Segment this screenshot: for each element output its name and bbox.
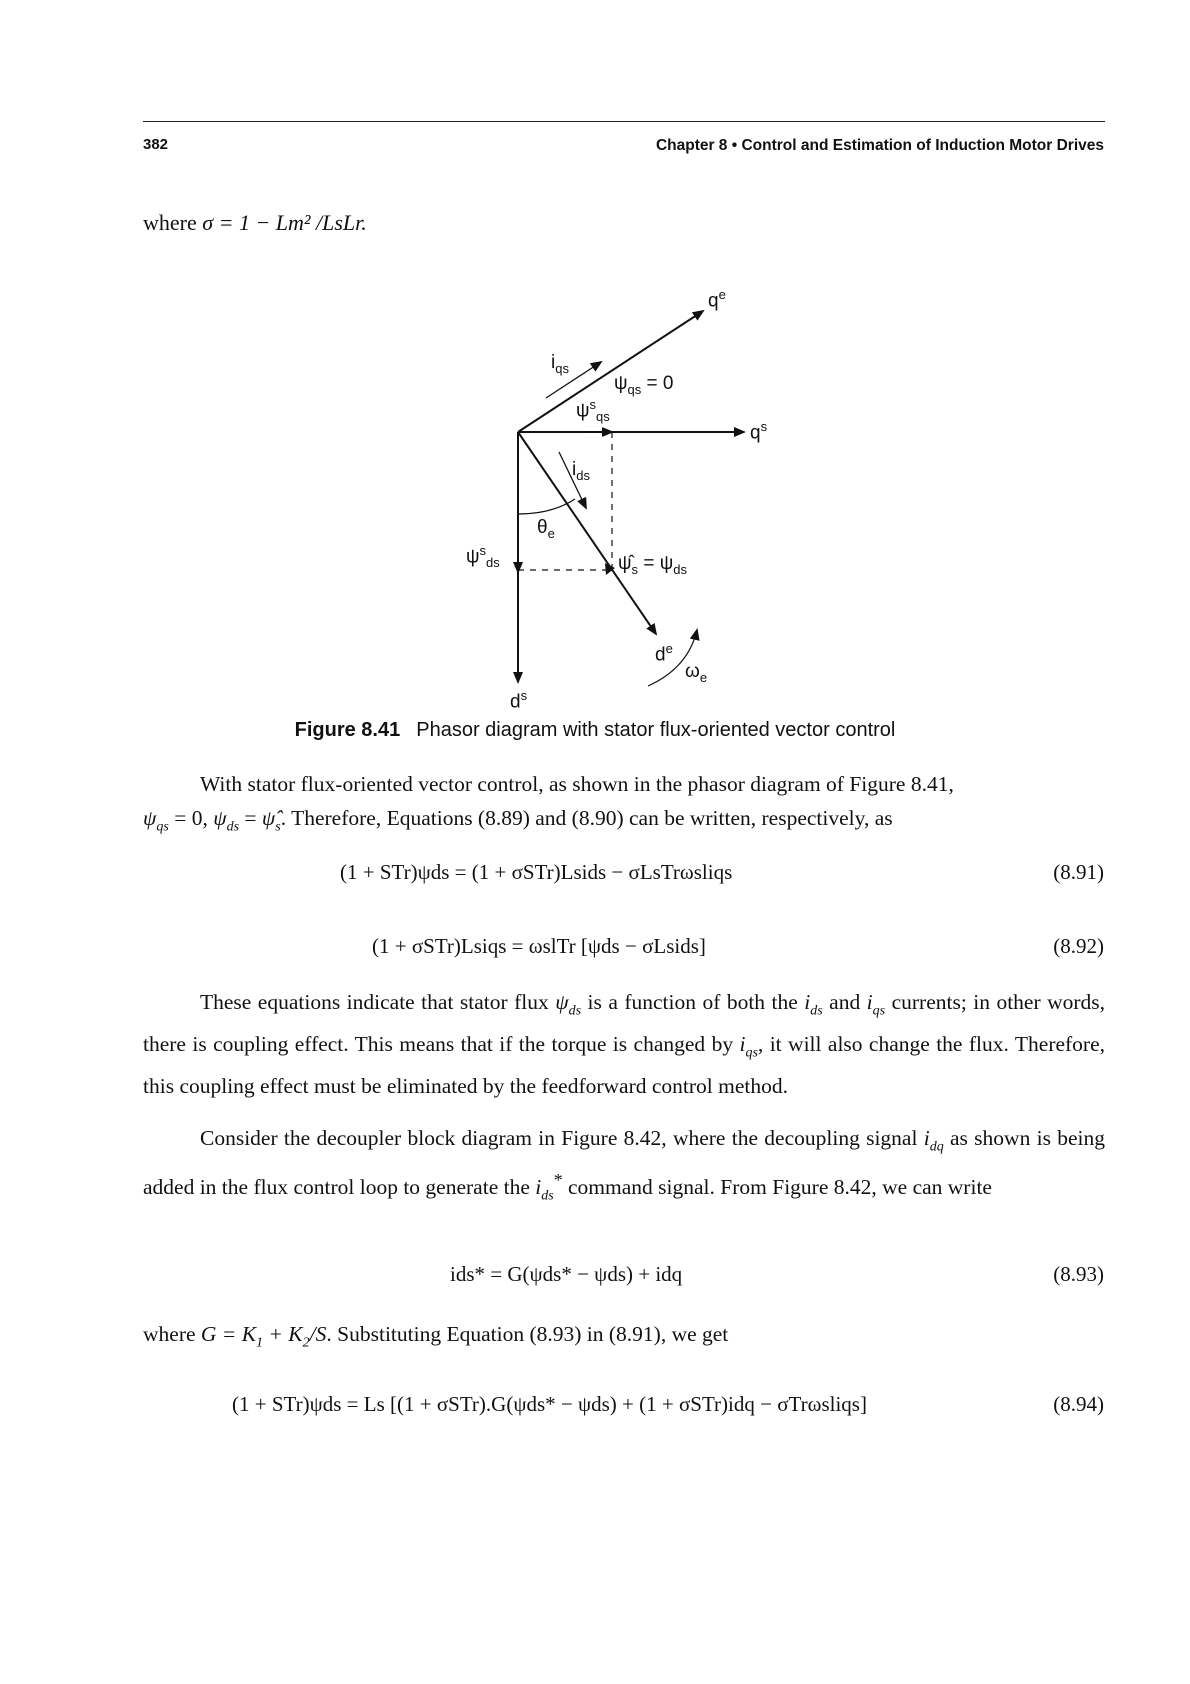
where-word: where xyxy=(143,210,197,235)
sigma-definition xyxy=(143,210,367,236)
phasor-diagram xyxy=(0,270,1190,713)
equation-8-93-body: ids* = G(ψds* − ψds) + idq xyxy=(450,1262,683,1286)
phasor-diagram-svg xyxy=(0,270,1190,713)
psi-ds-s-arrowhead xyxy=(513,562,523,574)
equation-8-93-number: (8.93) xyxy=(1053,1262,1104,1286)
de-label: $d^e$ xyxy=(655,641,673,666)
figure-caption xyxy=(0,719,1190,742)
qe-axis xyxy=(518,311,703,432)
equation-8-92-number: (8.92) xyxy=(1053,934,1104,958)
equation-8-94-body: (1 + STr)ψds = Ls [(1 + σSTr).G(ψds* − ψds) + (1 + σSTr)idq − σTrωsliqs] xyxy=(232,1392,867,1416)
header-rule xyxy=(143,121,1105,122)
equation-8-92-body: (1 + σSTr)Lsiqs = ωslTr [ψds − σLsids] xyxy=(372,934,706,958)
sigma-symbol: σ xyxy=(202,210,214,235)
qe-label: $q^e$ xyxy=(708,287,726,312)
paragraph-2: These equations indicate that stator flux $\psi_{ds}$ is a function of both the $i_{ds}$ and $i_{qs}$ currents; in other words, there is coupling effect. This means that if the torque is changed by $i_{qs}$, it will also change the flux. Therefore, this coupling effect must be eliminated by the feedforward control method. xyxy=(143,990,1106,1098)
caption-number: Figure 8.41 xyxy=(294,719,401,741)
running-head: Chapter 8 • Control and Estimation of Induction Motor Drives xyxy=(655,137,1104,154)
theta-label: $\theta_e$ xyxy=(537,517,555,541)
qs-label: $q^s$ xyxy=(750,419,768,444)
psi-qs-zero-label: $\psi_{qs} = 0$ xyxy=(614,373,674,397)
equation-8-94-number: (8.94) xyxy=(1053,1392,1104,1416)
psi-ds-s-label: $\psi^s_{ds}$ xyxy=(466,543,500,571)
page-number: 382 xyxy=(143,136,169,153)
ids-label: $i_{ds}$ xyxy=(572,459,590,483)
paragraph-4: where $G = K_1 + K_2/S$. Substituting Equation (8.93) in (8.91), we get xyxy=(143,1322,729,1351)
iqs-label: $i_{qs}$ xyxy=(551,352,569,376)
paragraph-3: Consider the decoupler block diagram in Figure 8.42, where the decoupling signal $i_{dq}$ as shown is being added in the flux control loop to generate the $i_{ds}^*$ command signal. From Figure 8.42, we can write xyxy=(143,1126,1105,1204)
equation-8-91-number: (8.91) xyxy=(1053,860,1104,884)
psi-s-label: $\psî_s = \psi_{ds}$ xyxy=(618,553,687,577)
psi-qs-s-label: $\psi^s_{qs}$ xyxy=(576,397,610,425)
ds-label: $d^s$ xyxy=(510,688,528,713)
caption-text: Phasor diagram with stator flux-oriented vector control xyxy=(416,719,896,741)
paragraph-1: With stator flux-oriented vector control, as shown in the phasor diagram of Figure 8.41, $\psi_{qs} = 0$, $\psi_{ds}$ = $\psî_s$. Therefore, Equations (8.89) and (8.90) can be written, respectively, as xyxy=(143,772,954,834)
sigma-expression: = 1 − Lm² /LsLr. xyxy=(218,210,367,235)
equation-8-91-body: (1 + STr)ψds = (1 + σSTr)Lsids − σLsTrωsliqs xyxy=(340,860,733,884)
omega-label: $\omega_e$ xyxy=(685,661,708,685)
